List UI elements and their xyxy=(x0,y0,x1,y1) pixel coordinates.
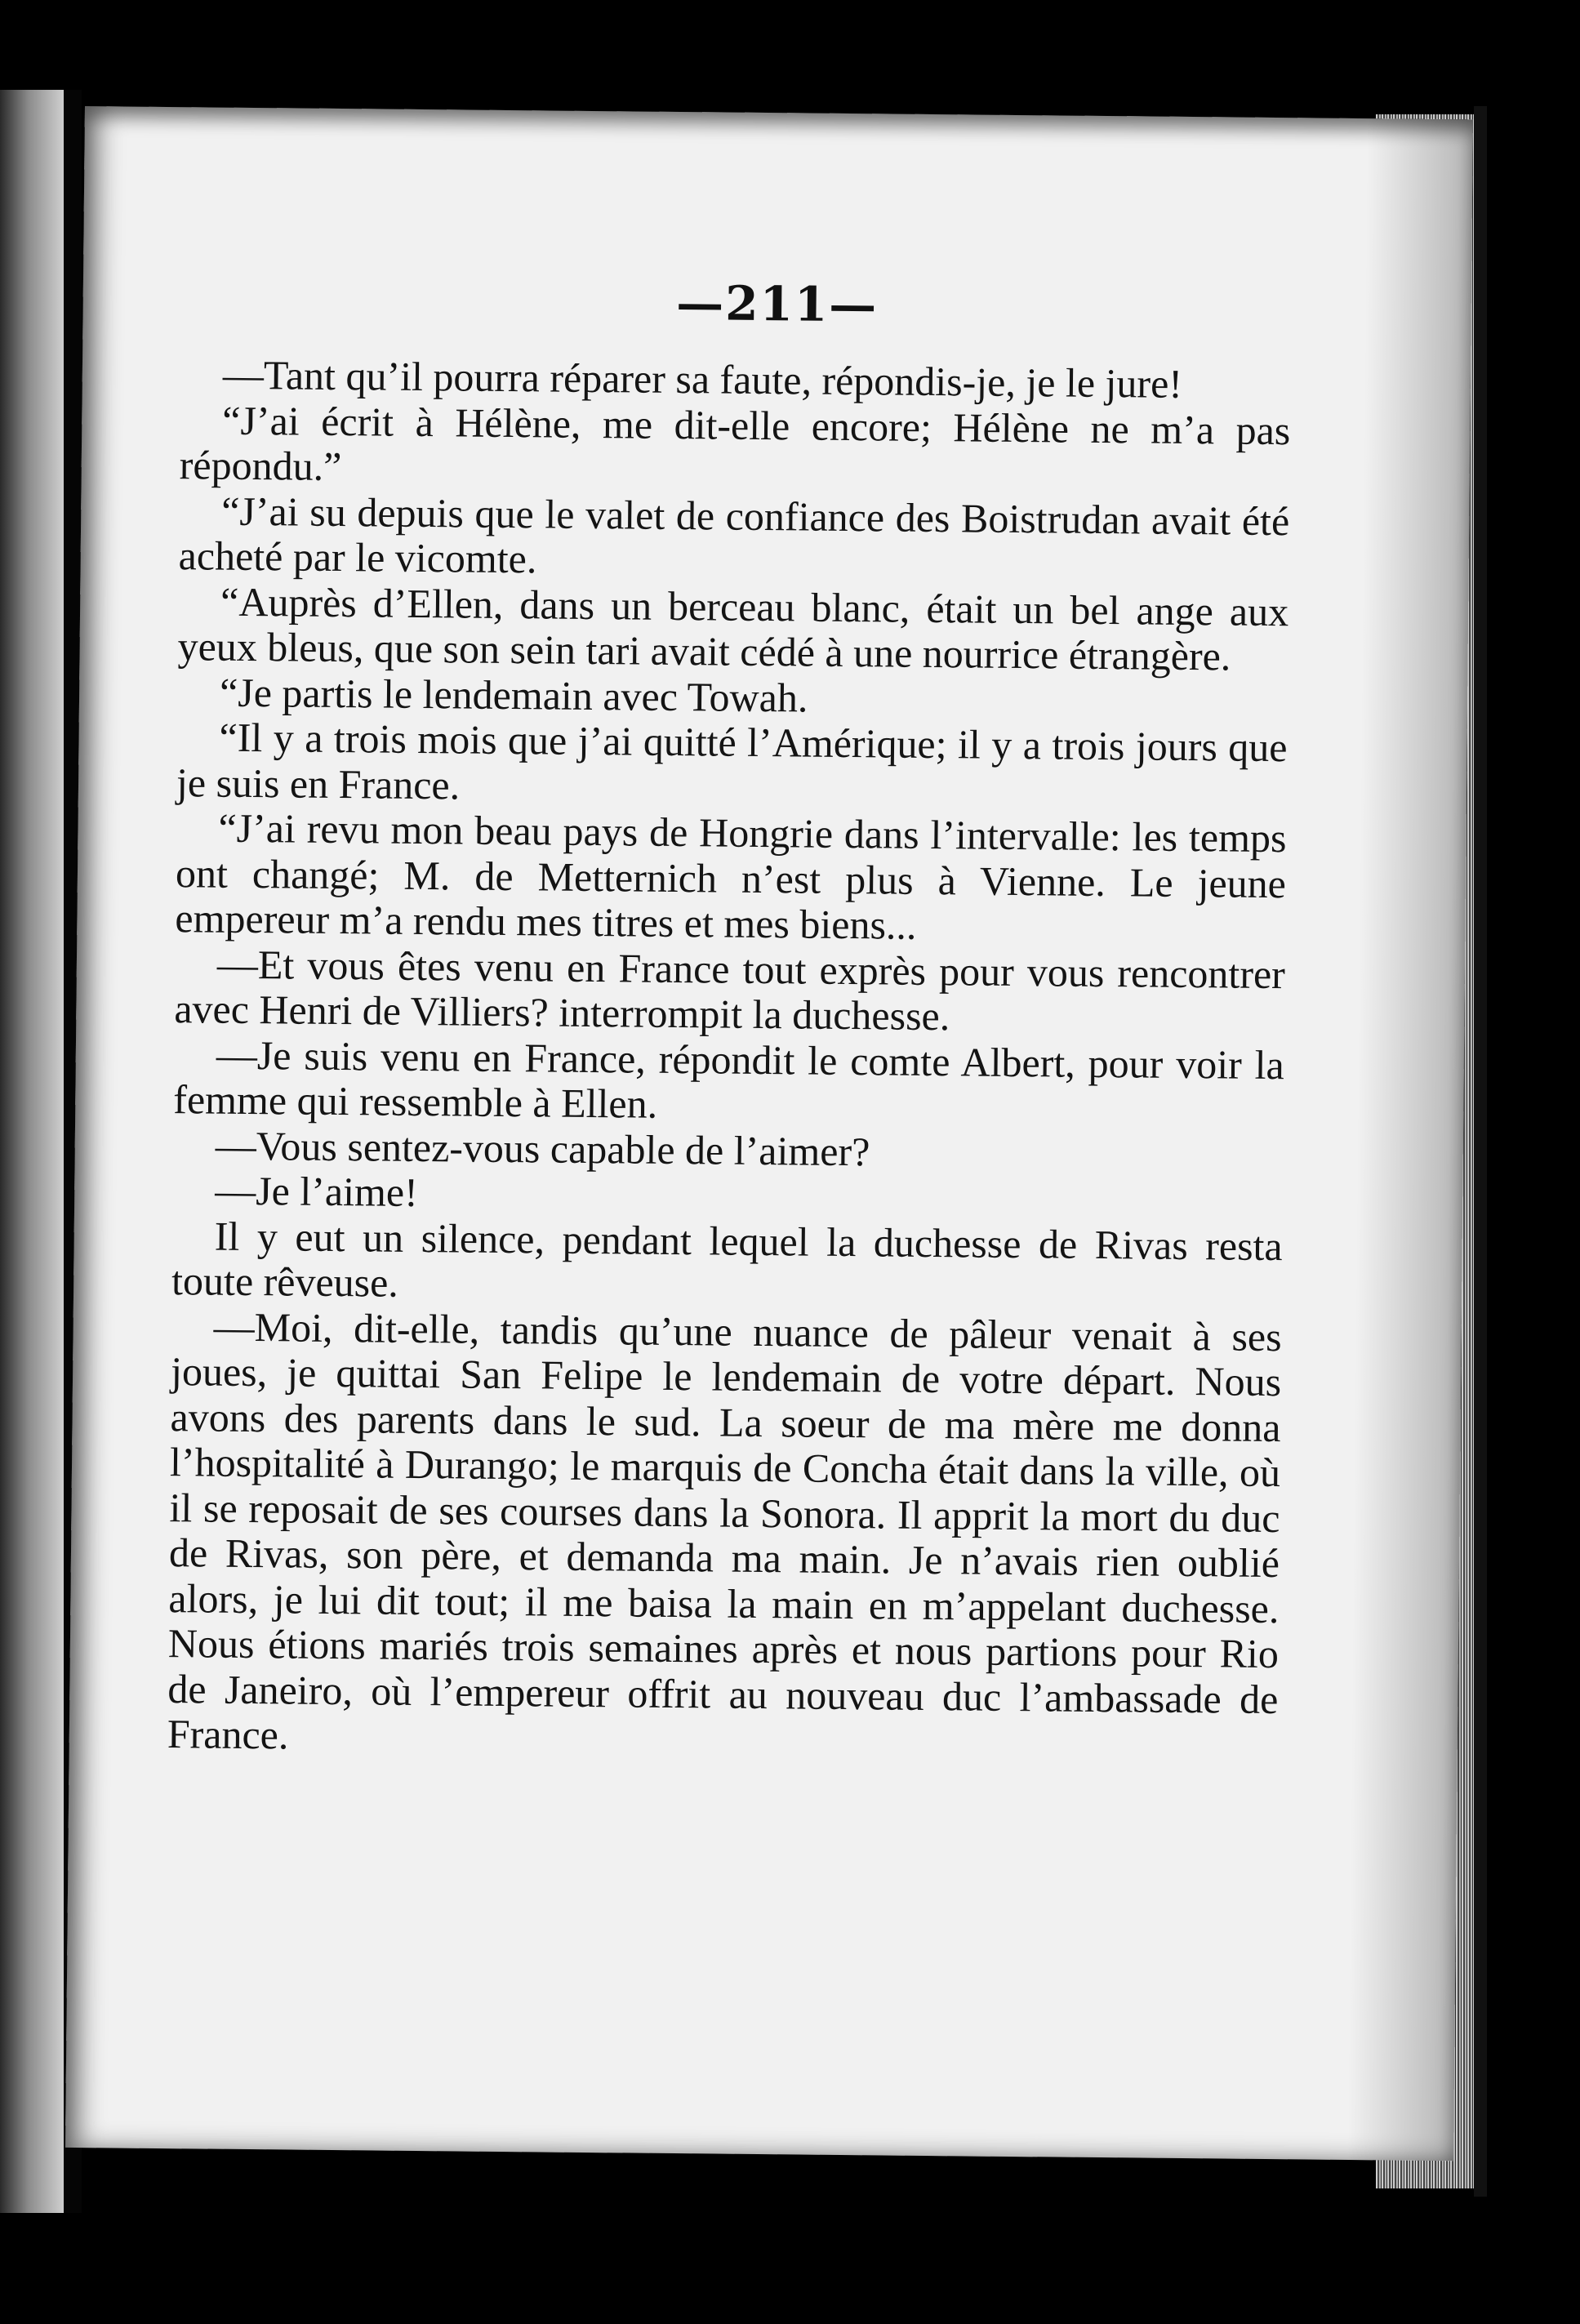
paragraph: “J’ai écrit à Hélène, me dit-elle encore; Hélène ne m’a pas répondu.” xyxy=(179,397,1291,490)
cover-edge xyxy=(1474,106,1487,2197)
book-page xyxy=(65,106,1473,2161)
paragraph: —Je suis venu en France, répondit le comte Albert, pour voir la femme qui ressemble à Ellen. xyxy=(173,1031,1285,1127)
paragraph: “Auprès d’Ellen, dans un berceau blanc, était un bel ange aux yeux bleus, que son sein tari avait cédé à une nourrice étrangère. xyxy=(177,578,1289,679)
paragraph: —Vous sentez-vous capable de l’aimer? xyxy=(215,1122,870,1174)
paragraph: “J’ai su depuis que le valet de confiance des Boistrudan avait été acheté par le vicomte. xyxy=(178,488,1290,582)
paragraph: “Il y a trois mois que j’ai quitté l’Amérique; il y a trois jours que je suis en France. xyxy=(176,714,1288,808)
page-text xyxy=(167,352,1291,1767)
paragraph: —Moi, dit-elle, tandis qu’une nuance de pâleur venait à ses joues, je quittai San Felipe le lendemain de votre départ. Nous avons des parents dans le sud. La soeur de ma mère me donna l’hospitalité à Durango; le marquis de Concha était dans la ville, où il se reposait de ses courses dans la Sonora. Il apprit la mort du duc de Rivas, son père, et demanda ma main. Je n’avais rien oublié alors, je lui dit tout; il me baisa la main en m’appelant duchesse. Nous étions mariés trois semaines après et nous partions pour Rio de Janeiro, où l’empereur offrit au nouveau duc l’ambassade de France. xyxy=(167,1303,1282,1758)
page-number: —211— xyxy=(675,274,879,333)
paragraph: —Je l’aime! xyxy=(214,1167,419,1215)
facing-page-edge xyxy=(0,90,64,2213)
paragraph: “Je partis le lendemain avec Towah. xyxy=(219,669,808,721)
paragraph: Il y eut un silence, pendant lequel la duchesse de Rivas resta toute rêveuse. xyxy=(171,1213,1283,1306)
paragraph: —Tant qu’il pourra réparer sa faute, répondis-je, je le jure! xyxy=(222,351,1183,407)
paragraph: “J’ai revu mon beau pays de Hongrie dans l’intervalle: les temps ont changé; M. de Metternich n’est plus à Vienne. Le jeune empereur m’a rendu mes titres et mes biens... xyxy=(175,804,1287,948)
paragraph: —Et vous êtes venu en France tout exprès pour vous rencontrer avec Henri de Villiers? interrompit la duchesse. xyxy=(174,941,1286,1040)
